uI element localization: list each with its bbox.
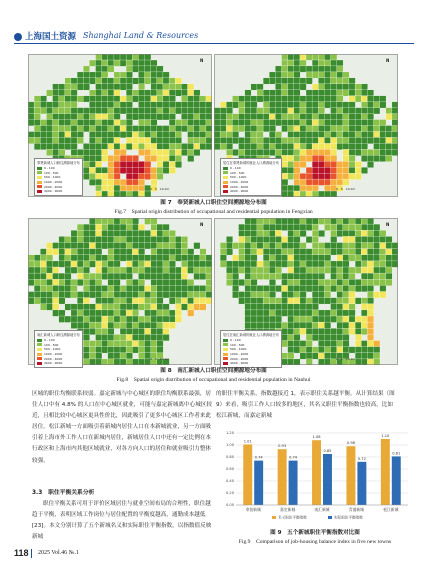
legend-label: 100 - 500 — [230, 170, 245, 175]
figure9-chart — [216, 427, 414, 527]
legend-swatch — [223, 348, 228, 351]
legend-label: 1000 - 2000 — [230, 180, 249, 185]
legend-label: 2000 - 4000 — [44, 184, 63, 189]
figure8-caption-cn: 图 8 南汇新城人口职住空间溯源地分布图 — [160, 368, 267, 374]
legend-swatch — [223, 362, 228, 365]
legend-label: 1000 - 2000 — [44, 180, 63, 185]
x-tick-label: 南汇新城 — [314, 507, 330, 512]
figure8-right-legend — [220, 330, 282, 368]
figure8-left-scale: 0 5 10 km — [150, 357, 170, 361]
legend-swatch — [37, 171, 42, 174]
legend-label: 0 - 100 — [44, 338, 55, 343]
legend-label: 0 - 100 — [230, 166, 241, 171]
paragraph-text: 区城的职住均衡联系较弱。嘉定新城与中心城区的职住均衡联系最强，居住人口中有 4.8% 的人口在中心城区就业，可能与嘉定新城离中心城区较近，且相比较中心城区更具性价比，因此吸引了更多中心城区工作者来此居住。松江新城一方面吸引着新城内居住人口在本新城就业，另一方面吸引着上海市外工作人口在新城内居住，新城居住人口中还有一定比例在本行政区和上海市内其他区域就业，对各方向人口的居住和就业吸引力整体较强。 — [32, 391, 212, 464]
legend-label: 4000 - 9000 — [230, 361, 249, 366]
bar — [392, 456, 401, 505]
legend-swatch — [223, 190, 228, 193]
legend-swatch — [37, 362, 42, 365]
legend-swatch — [37, 181, 42, 184]
legend-item — [223, 361, 279, 366]
legend-title: 奉贤新城人口职住溯源地分布 — [37, 161, 80, 165]
data-label: 0.81 — [392, 451, 401, 456]
page-number: 118 — [14, 548, 29, 558]
bar — [346, 446, 355, 505]
figure9-caption-en: Fig.9 Comparison of job-housing balance index in five new towns — [238, 539, 392, 545]
data-label: 1.08 — [312, 435, 321, 440]
legend-label: 500 - 1000 — [44, 175, 61, 180]
left-column-paragraph-1 — [32, 389, 214, 467]
legend-swatch — [272, 516, 276, 519]
data-label: 0.74 — [289, 455, 298, 460]
left-column-paragraph-2 — [32, 499, 214, 543]
y-tick-label: 0.60 — [225, 467, 234, 472]
y-tick-label: 0.20 — [225, 491, 234, 496]
data-label: 1.10 — [381, 434, 390, 438]
data-label: 0.74 — [254, 455, 263, 460]
figure7-right-legend — [220, 158, 282, 196]
legend-label: 1000 - 2000 — [230, 352, 249, 357]
data-label: 0.85 — [323, 449, 332, 453]
north-arrow-icon: N — [200, 222, 204, 227]
legend-swatch — [37, 190, 42, 193]
legend-title: 居住在南汇新城的就业人口溯源地分布 — [223, 333, 280, 337]
y-tick-label: 0.40 — [225, 479, 234, 484]
legend-swatch — [223, 167, 228, 170]
section-heading: 3.3 职住平衡关系分析 — [32, 490, 95, 496]
north-arrow-icon: N — [386, 222, 390, 227]
footer-divider — [31, 549, 32, 558]
right-column-paragraph — [216, 389, 396, 422]
legend-swatch — [223, 181, 228, 184]
legend-label: 100 - 500 — [44, 170, 59, 175]
x-tick-label: 青浦新城 — [348, 507, 364, 512]
legend-swatch — [37, 167, 42, 170]
legend-label: 500 - 1000 — [44, 347, 61, 352]
journal-title-en: Shanghai Land & Resources — [83, 30, 199, 40]
figure8-left-legend — [34, 330, 83, 368]
y-tick-label: 0.00 — [225, 503, 234, 508]
legend-title: 居住在奉贤新城的就业人口溯源地分布 — [223, 161, 280, 165]
legend-swatch — [37, 185, 42, 188]
legend-item — [223, 189, 279, 194]
legend-swatch — [223, 185, 228, 188]
figure9-caption-cn: 图 9 五个新城职住平衡指数对比图 — [270, 530, 360, 536]
legend-swatch — [37, 339, 42, 342]
bar — [381, 439, 390, 505]
legend-item — [37, 361, 80, 366]
legend-label: 实际职住平衡指数 — [334, 515, 363, 520]
legend-label: 0 - 100 — [230, 338, 241, 343]
bar — [289, 461, 298, 505]
header-rule — [14, 43, 414, 44]
legend-label: 100 - 500 — [44, 342, 59, 347]
legend-label: 2000 - 4000 — [230, 356, 249, 361]
legend-swatch — [37, 343, 42, 346]
y-tick-label: 0.80 — [225, 455, 234, 460]
legend-title: 南汇新城人口职住溯源地分布 — [37, 333, 80, 337]
data-label: 0.93 — [278, 444, 287, 449]
legend-swatch — [223, 357, 228, 360]
y-tick-label: 1.00 — [225, 443, 234, 448]
data-label: 0.98 — [346, 441, 355, 446]
legend-swatch — [223, 343, 228, 346]
y-tick-label: 1.20 — [225, 431, 234, 436]
legend-label: 0 - 100 — [44, 166, 55, 171]
legend-label: 2000 - 4000 — [44, 356, 63, 361]
figure7-left-legend — [34, 158, 83, 196]
legend-label: 4000 - 9000 — [230, 189, 249, 194]
legend-swatch — [328, 516, 332, 519]
figure7-caption-cn: 图 7 奉贤新城人口职住空间溯源地分布图 — [160, 200, 267, 206]
bar — [254, 461, 263, 505]
issue-label: 2025 Vol.46 №.1 — [38, 550, 79, 556]
figure9-chart-svg — [216, 427, 414, 527]
legend-label: 500 - 1000 — [230, 347, 247, 352]
north-arrow-icon: N — [200, 58, 204, 63]
legend-swatch — [223, 353, 228, 356]
journal-header — [0, 0, 427, 44]
x-tick-label: 松江新城 — [383, 507, 399, 512]
legend-swatch — [37, 176, 42, 179]
data-label: 0.72 — [357, 456, 366, 461]
bar — [278, 449, 287, 505]
paragraph-text: 职住平衡关系可用于评价区域居住与就业空间布局的合理性，职住越趋于平衡，表明区域工作岗位与居住配置的平衡度越高，通勤成本越低 [23]。本文分别计算了五个新城名义和实际职住平衡指数，以指数值反映新城 — [32, 501, 212, 541]
figure8-right-scale: 0 5 10 km — [336, 357, 356, 361]
paragraph-text: 的职住平衡关系，指数越接近 1，表示职住关系越平衡。从计算结果（图 9）来看，吸引工作人口较多的地区，其名义职住平衡指数也较高，比如松江新城，而嘉定新城 — [216, 391, 395, 420]
legend-label: 1000 - 2000 — [44, 352, 63, 357]
legend-label: 4000 - 9000 — [44, 361, 63, 366]
legend-label: 4000 - 9000 — [44, 189, 63, 194]
legend-swatch — [37, 357, 42, 360]
figure7-left-scale: 0 5 10 km — [150, 187, 170, 191]
figure7-right-scale: 0 5 10 km — [336, 187, 356, 191]
north-arrow-icon: N — [386, 58, 390, 63]
journal-title-cn: 上海国土资源 — [25, 32, 77, 42]
legend-swatch — [223, 339, 228, 342]
x-tick-label: 嘉定新城 — [280, 507, 296, 512]
legend-label: 2000 - 4000 — [230, 184, 249, 189]
bar — [323, 454, 332, 505]
legend-swatch — [223, 176, 228, 179]
legend-label: 100 - 500 — [230, 342, 245, 347]
figure7-caption-en: Fig.7 Spatial origin distribution of occupational and residential population in Fengxian — [114, 209, 313, 215]
legend-item — [37, 189, 80, 194]
bar — [243, 444, 252, 505]
journal-logo-icon — [14, 33, 22, 41]
legend-swatch — [223, 171, 228, 174]
figure8-caption-en: Fig.8 Spatial origin distribution of occupational and residential population in Nanhui — [116, 377, 311, 383]
legend-label: 500 - 1000 — [230, 175, 247, 180]
legend-label: 名义职住平衡指数 — [278, 515, 307, 520]
data-label: 1.01 — [243, 439, 252, 444]
legend-swatch — [37, 348, 42, 351]
bar — [312, 440, 321, 505]
legend-swatch — [37, 353, 42, 356]
x-tick-label: 奉贤新城 — [245, 507, 261, 512]
bar — [357, 462, 366, 505]
